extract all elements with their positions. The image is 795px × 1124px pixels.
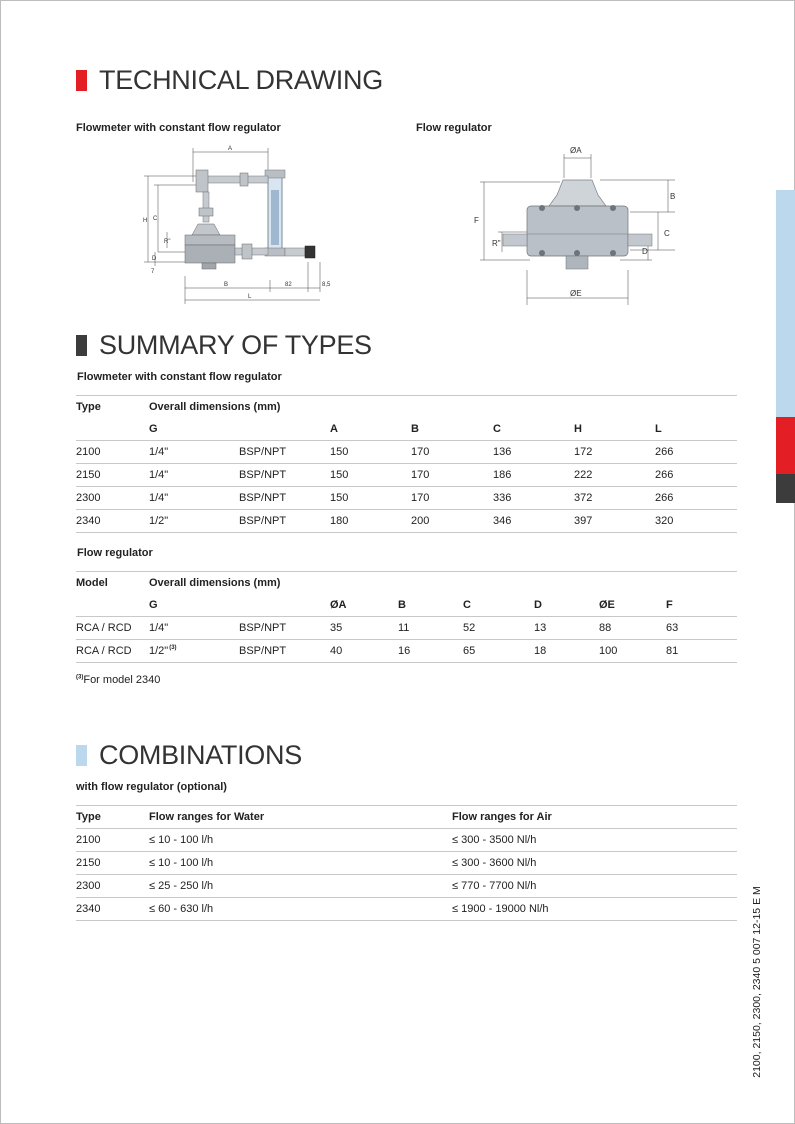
cell-type: 2100: [76, 829, 149, 852]
col-water: Flow ranges for Water: [149, 806, 452, 829]
cell-air: ≤ 1900 - 19000 Nl/h: [452, 898, 737, 921]
table-row: [76, 829, 737, 852]
cell-type: 2300: [76, 487, 149, 510]
footnote-ref: (3): [169, 645, 177, 652]
cell-c: 346: [493, 510, 574, 533]
col-air: Flow ranges for Air: [452, 806, 737, 829]
table-header-row: [76, 806, 737, 829]
cell-type: 2340: [76, 510, 149, 533]
cell-c: 65: [463, 640, 534, 663]
dim-label-d: D: [642, 247, 648, 256]
cell-c: 52: [463, 617, 534, 640]
dim-label-l: L: [248, 294, 252, 300]
cell-b: 200: [411, 510, 493, 533]
cell-g: 1/4": [149, 617, 239, 640]
cell-g: [149, 640, 239, 663]
dim-label-h: H: [143, 218, 148, 224]
table-row: [76, 852, 737, 875]
cell-type: 2150: [76, 464, 149, 487]
cell-a: 150: [330, 487, 411, 510]
col-d: D: [534, 599, 542, 611]
cell-h: 397: [574, 510, 655, 533]
sidebar-tab-light-blue: [776, 190, 795, 417]
footnote-text: For model 2340: [83, 674, 161, 686]
cell-h: 372: [574, 487, 655, 510]
col-a: A: [330, 423, 338, 435]
col-type: Type: [76, 396, 149, 419]
cell-c: 186: [493, 464, 574, 487]
regulator-technical-drawing: [470, 140, 690, 310]
cell-phi-a: 35: [330, 617, 398, 640]
table-row: [76, 464, 737, 487]
regulator-table-caption: Flow regulator: [77, 547, 153, 559]
cell-c: 136: [493, 441, 574, 464]
regulator-dimensions-table: [76, 571, 737, 663]
cell-b: 11: [398, 617, 463, 640]
col-overall-dimensions: Overall dimensions (mm): [149, 572, 737, 595]
cell-phi-e: 100: [599, 640, 666, 663]
cell-g: 1/4": [149, 464, 239, 487]
cell-type: 2100: [76, 441, 149, 464]
combinations-table: [76, 805, 737, 921]
table-row: [76, 640, 737, 663]
heading-marker-dark: [76, 335, 87, 356]
cell-phi-e: 88: [599, 617, 666, 640]
dim-label-c: C: [664, 229, 670, 238]
cell-a: 150: [330, 441, 411, 464]
cell-a: 150: [330, 464, 411, 487]
combinations-title: COMBINATIONS: [99, 740, 302, 770]
cell-g: 1/2": [149, 510, 239, 533]
document-code: [737, 882, 777, 1082]
cell-l: 266: [655, 441, 737, 464]
col-f: F: [666, 599, 673, 611]
cell-b: 16: [398, 640, 463, 663]
col-phi-e: ØE: [599, 599, 615, 611]
cell-thread: BSP/NPT: [239, 617, 330, 640]
dim-label-7: 7: [151, 269, 155, 275]
cell-thread: BSP/NPT: [239, 510, 330, 533]
col-b: B: [411, 423, 419, 435]
table-header-row: [76, 572, 737, 595]
cell-type: 2300: [76, 875, 149, 898]
cell-h: 172: [574, 441, 655, 464]
dim-label-d: D: [152, 256, 157, 262]
cell-water: ≤ 10 - 100 l/h: [149, 829, 452, 852]
table-row: [76, 441, 737, 464]
col-phi-a: ØA: [330, 599, 347, 611]
table-row: [76, 487, 737, 510]
col-l: L: [655, 423, 662, 435]
cell-d: 18: [534, 640, 599, 663]
dim-label-phi-e: ØE: [570, 289, 582, 298]
col-overall-dimensions: Overall dimensions (mm): [149, 396, 737, 419]
sidebar-tab-dark: [776, 474, 795, 503]
cell-f: 81: [666, 640, 737, 663]
dim-label-a: A: [228, 146, 233, 152]
footnote-mark: (3): [76, 674, 84, 681]
combinations-heading: [76, 740, 302, 771]
cell-h: 222: [574, 464, 655, 487]
dim-label-b: B: [224, 282, 229, 288]
dim-label-r: R": [492, 239, 501, 248]
cell-thread: BSP/NPT: [239, 441, 330, 464]
cell-water: ≤ 60 - 630 l/h: [149, 898, 452, 921]
flowmeter-dimensions-table: [76, 395, 737, 533]
table-header-row: [76, 396, 737, 419]
cell-model: RCA / RCD: [76, 617, 149, 640]
cell-air: ≤ 300 - 3500 Nl/h: [452, 829, 737, 852]
col-g: G: [149, 599, 158, 611]
cell-type: 2340: [76, 898, 149, 921]
dim-label-f: F: [474, 216, 479, 225]
table-subheader-row: [76, 418, 737, 441]
flowmeter-technical-drawing: [140, 140, 340, 305]
cell-g: 1/4": [149, 487, 239, 510]
table-row: [76, 898, 737, 921]
technical-drawing-heading: [76, 65, 383, 96]
cell-b: 170: [411, 464, 493, 487]
dim-label-8-5: 8,5: [322, 282, 331, 288]
cell-thread: BSP/NPT: [239, 487, 330, 510]
summary-heading: [76, 330, 372, 361]
cell-l: 320: [655, 510, 737, 533]
cell-a: 180: [330, 510, 411, 533]
col-c: C: [463, 599, 471, 611]
cell-air: ≤ 300 - 3600 Nl/h: [452, 852, 737, 875]
table-row: [76, 510, 737, 533]
cell-air: ≤ 770 - 7700 Nl/h: [452, 875, 737, 898]
document-code-text: 2100, 2150, 2300, 2340 5 007 12-15 E M: [751, 886, 763, 1078]
cell-water: ≤ 10 - 100 l/h: [149, 852, 452, 875]
dim-label-r: R": [164, 239, 171, 245]
col-g: G: [149, 423, 158, 435]
technical-drawing-title: TECHNICAL DRAWING: [99, 65, 383, 95]
col-b: B: [398, 599, 406, 611]
cell-thread: BSP/NPT: [239, 640, 330, 663]
cell-g: 1/4": [149, 441, 239, 464]
cell-water: ≤ 25 - 250 l/h: [149, 875, 452, 898]
cell-type: 2150: [76, 852, 149, 875]
dim-label-c: C: [153, 216, 158, 222]
cell-c: 336: [493, 487, 574, 510]
flowmeter-drawing-caption: Flowmeter with constant flow regulator: [76, 122, 281, 134]
table-row: [76, 875, 737, 898]
regulator-drawing-caption: Flow regulator: [416, 122, 492, 134]
col-model: Model: [76, 572, 149, 595]
flowmeter-table-caption: Flowmeter with constant flow regulator: [77, 371, 282, 383]
cell-g-value: 1/2": [149, 645, 169, 657]
cell-f: 63: [666, 617, 737, 640]
col-type: Type: [76, 806, 149, 829]
col-h: H: [574, 423, 582, 435]
heading-marker-light-blue: [76, 745, 87, 766]
dim-label-82: 82: [285, 282, 292, 288]
cell-b: 170: [411, 487, 493, 510]
table-row: [76, 617, 737, 640]
cell-d: 13: [534, 617, 599, 640]
cell-l: 266: [655, 464, 737, 487]
sidebar-tab-red: [776, 417, 795, 474]
cell-phi-a: 40: [330, 640, 398, 663]
dim-label-phi-a: ØA: [570, 146, 582, 155]
cell-l: 266: [655, 487, 737, 510]
summary-title: SUMMARY OF TYPES: [99, 330, 372, 360]
col-c: C: [493, 423, 501, 435]
combinations-caption: with flow regulator (optional): [76, 781, 227, 793]
cell-b: 170: [411, 441, 493, 464]
cell-thread: BSP/NPT: [239, 464, 330, 487]
heading-marker-red: [76, 70, 87, 91]
table-subheader-row: [76, 594, 737, 617]
footnote: [76, 674, 160, 686]
dim-label-b: B: [670, 192, 676, 201]
cell-model: RCA / RCD: [76, 640, 149, 663]
